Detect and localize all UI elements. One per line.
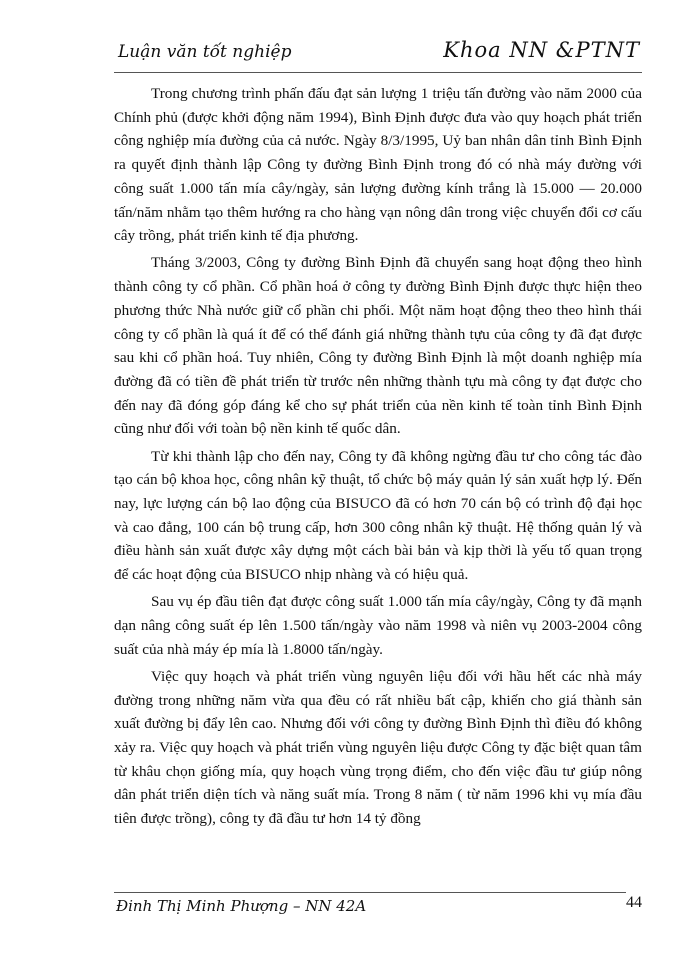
author-name: Đinh Thị Minh Phượng – NN 42A bbox=[116, 897, 367, 915]
paragraph: Việc quy hoạch và phát triển vùng nguyên liệu đối với hầu hết các nhà máy đường trong những năm vừa qua đều có rất nhiều bất cập, khiến cho giá thành sản xuất đường bị đẩy lên cao. Nhưng đối với công ty đường Bình Định thì điều đó không xảy ra. Việc quy hoạch và phát triển vùng nguyên liệu được Công ty đặc biệt quan tâm từ khâu chọn giống mía, quy hoạch vùng trọng điểm, cho đến việc đầu tư giúp nông dân phát triển diện tích và năng suất mía. Trong 8 năm ( từ năm 1996 khi vụ mía đầu tiên được trồng), công ty đã đầu tư hơn 14 tỷ đồng bbox=[114, 667, 642, 828]
footer-divider bbox=[114, 892, 626, 893]
paragraph: Tháng 3/2003, Công ty đường Bình Định đã chuyển sang hoạt động theo hình thành công ty cổ phần. Cổ phần hoá ở công ty đường Bình Định được thực hiện theo phương thức Nhà nước giữ cổ phần chi phối. Một năm hoạt động theo theo hình thái công ty cổ phần là quá ít để có thể đánh giá những thành tựu của công ty đã đạt được sau khi cổ phần hoá. Tuy nhiên, Công ty đường Bình Định là một doanh nghiệp mía đường đã có tiền đề phát triển từ trước nên những thành tựu mà công ty đạt được cho đến nay đã đóng góp đáng kể cho sự phát triển của nền kinh tế toàn tỉnh Bình Định cũng như đối với toàn bộ nền kinh tế quốc dân. bbox=[114, 254, 642, 438]
faculty-name: Khoa NN &PTNT bbox=[443, 38, 640, 62]
thesis-title: Luận văn tốt nghiệp bbox=[118, 42, 292, 62]
paragraph: Từ khi thành lập cho đến nay, Công ty đã không ngừng đầu tư cho công tác đào tạo cán bộ khoa học, công nhân kỹ thuật, tổ chức bộ máy quản lý sản xuất hợp lý. Đến nay, lực lượng cán bộ lao động của BISUCO đã có hơn 70 cán bộ có trình độ đại học và cao đẳng, 100 cán bộ trung cấp, hơn 300 công nhân kỹ thuật. Hệ thống quản lý và điều hành sản xuất được xây dựng một cách bài bản và kịp thời là yếu tố quan trọng để các hoạt động của BISUCO nhịp nhàng và có hiệu quả. bbox=[114, 447, 642, 584]
page-number: 44 bbox=[626, 894, 642, 911]
paragraph: Sau vụ ép đầu tiên đạt được công suất 1.000 tấn mía cây/ngày, Công ty đã mạnh dạn nâng công suất ép lên 1.500 tấn/ngày vào năm 1998 và niên vụ 2003-2004 công suất của nhà máy ép mía là 1.8000 tấn/ngày. bbox=[114, 593, 642, 658]
paragraph: Trong chương trình phấn đấu đạt sản lượng 1 triệu tấn đường vào năm 2000 của Chính phủ (được khởi động năm 1994), Bình Định được đưa vào quy hoạch phát triển công nghiệp mía đường của cả nước. Ngày 8/3/1995, Uỷ ban nhân dân tỉnh Bình Định ra quyết định thành lập Công ty đường Bình Định trong đó có nhà máy đường với công suất 1.000 tấn mía cây/ngày, sản lượng đường kính trắng là 15.000 — 20.000 tấn/năm nhằm tạo thêm hướng ra cho hàng vạn nông dân trong việc chuyển đổi cơ cấu cây trồng, phát triển kinh tế địa phương. bbox=[114, 85, 642, 245]
body-text bbox=[114, 82, 642, 834]
header-divider bbox=[114, 72, 642, 73]
page-header bbox=[118, 40, 640, 80]
